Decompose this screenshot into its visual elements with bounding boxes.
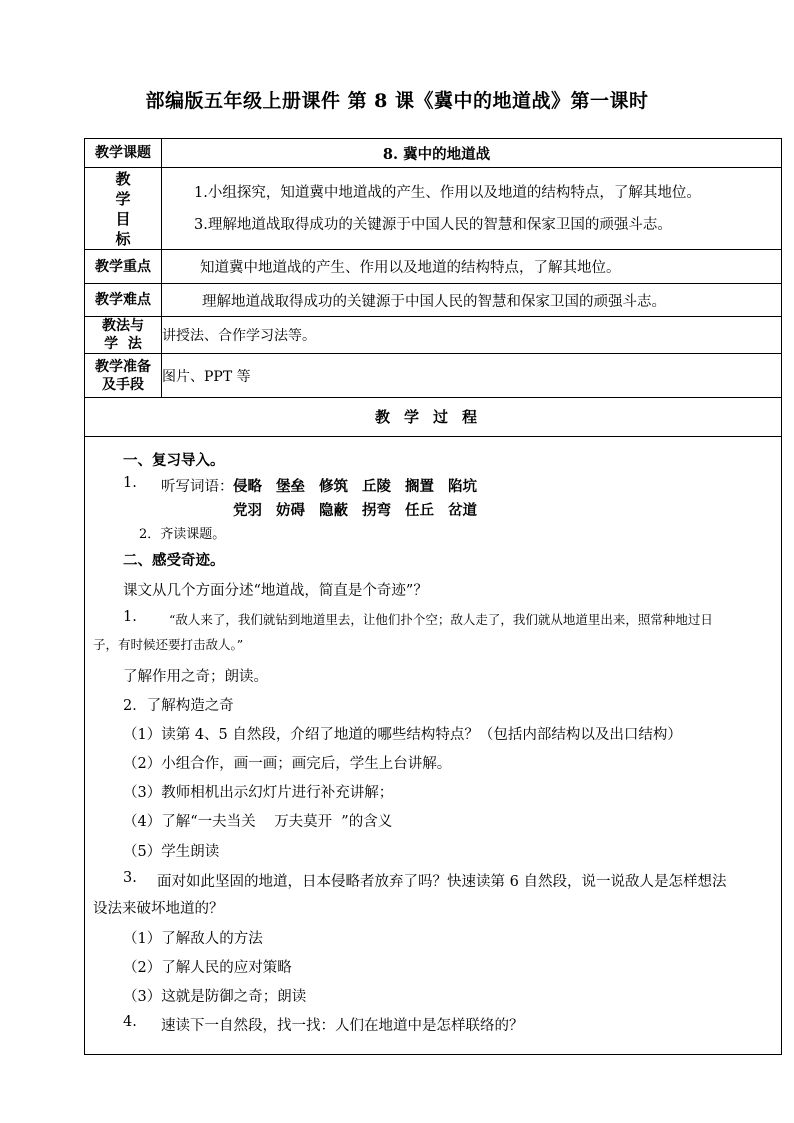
topic-label: 教学课题 [85, 139, 162, 168]
word: 拐弯 [362, 502, 391, 519]
word: 堡垒 [276, 478, 305, 495]
sub-item: （2）小组合作，画一画；画完后，学生上台讲解。 [123, 756, 452, 772]
paragraph: 了解作用之奇；朗读。 [123, 669, 268, 685]
word: 岔道 [448, 502, 477, 519]
paragraph: 课文从几个方面分述“地道战，简直是个奇迹”？ [123, 583, 428, 599]
topic-row [85, 139, 782, 168]
method-label-line: 学 法 [104, 336, 142, 352]
sub-item: （4）了解“一夫当关 万夫莫开 ”的含义 [123, 814, 393, 830]
objective-item: 1.小组探究，知道冀中地道战的产生、作用以及地道的结构特点，了解其地位。 [194, 184, 701, 201]
paragraph: 设法来破坏地道的？ [93, 901, 224, 917]
paragraph: 速读下一自然段，找一找：人们在地道中是怎样联络的？ [161, 1018, 524, 1034]
word: 妨碍 [276, 502, 305, 519]
quote-line: “敌人来了，我们就钻到地道里去，让他们扑个空；敌人走了，我们就从地道里出来，照常种地过日 [169, 612, 713, 627]
word: 搁置 [405, 478, 434, 495]
process-header-row [85, 398, 782, 437]
objectives-label-char: 教 [115, 169, 131, 188]
item-number: 4. [123, 1014, 137, 1030]
document-title: 部编版五年级上册课件 第 8 课《冀中的地道战》第一课时 [145, 90, 649, 112]
objectives-label-char: 学 [115, 189, 131, 208]
method-label [85, 317, 162, 354]
item-number: 1. [123, 609, 137, 625]
section-heading: 一、复习导入。 [123, 452, 225, 469]
key-label: 教学重点 [85, 250, 162, 284]
objectives-label-char: 目 [115, 209, 131, 228]
word: 党羽 [233, 502, 262, 519]
word: 任丘 [405, 502, 434, 519]
objectives-value [162, 168, 782, 250]
key-value: 知道冀中地道战的产生、作用以及地道的结构特点，了解其地位。 [162, 250, 782, 284]
process-header: 教学过程 [374, 408, 491, 426]
section-heading: 二、感受奇迹。 [123, 552, 225, 569]
process-row [85, 437, 782, 1055]
list-item: 2．齐读课题。 [139, 527, 226, 542]
objectives-label-char: 标 [115, 229, 131, 248]
list-item: 2．了解构造之奇 [123, 698, 234, 714]
difficulty-label: 教学难点 [85, 284, 162, 317]
sub-item: （3）这就是防御之奇；朗读 [123, 989, 307, 1005]
sub-item: （1）读第 4、5 自然段，介绍了地道的哪些结构特点？（包括内部结构以及出口结构） [123, 727, 682, 743]
prep-label-line: 教学准备 [95, 358, 151, 375]
method-value: 讲授法、合作学习法等。 [162, 317, 782, 354]
process-header-cell [85, 398, 782, 437]
dictation-label: 听写词语： [161, 479, 234, 495]
word: 丘陵 [362, 478, 391, 495]
sub-item: （1）了解敌人的方法 [123, 931, 263, 947]
sub-item: （2）了解人民的应对策略 [123, 960, 292, 976]
item-number: 1. [123, 475, 137, 491]
objective-item: 3.理解地道战取得成功的关键源于中国人民的智慧和保家卫国的顽强斗志。 [194, 216, 672, 233]
lesson-plan-table [84, 138, 782, 1055]
paragraph: 面对如此坚固的地道，日本侵略者放弃了吗？快速读第 6 自然段，说一说敌人是怎样想法 [157, 874, 727, 890]
sub-item: （5）学生朗读 [123, 844, 220, 860]
prep-label [85, 354, 162, 398]
quote-line: 子，有时候还要打击敌人。” [93, 637, 244, 652]
word: 陷坑 [448, 478, 477, 495]
item-number: 3. [123, 870, 137, 886]
process-content [85, 437, 782, 1055]
word: 隐蔽 [319, 502, 348, 519]
difficulty-value: 理解地道战取得成功的关键源于中国人民的智慧和保家卫国的顽强斗志。 [162, 284, 782, 317]
objectives-row [85, 168, 782, 250]
sub-item: （3）教师相机出示幻灯片进行补充讲解； [123, 785, 394, 801]
prep-label-line: 及手段 [102, 376, 144, 393]
word: 修筑 [319, 478, 348, 495]
method-label-line: 教法与 [102, 318, 144, 334]
word: 侵略 [233, 478, 262, 495]
prep-value: 图片、PPT 等 [162, 354, 782, 398]
word-list-row-1 [233, 475, 491, 496]
prep-row [85, 354, 782, 398]
difficulty-row [85, 284, 782, 317]
key-row [85, 250, 782, 284]
topic-value: 8. 冀中的地道战 [162, 139, 782, 168]
method-row [85, 317, 782, 354]
word-list-row-2 [233, 499, 491, 520]
objectives-label [85, 168, 162, 250]
